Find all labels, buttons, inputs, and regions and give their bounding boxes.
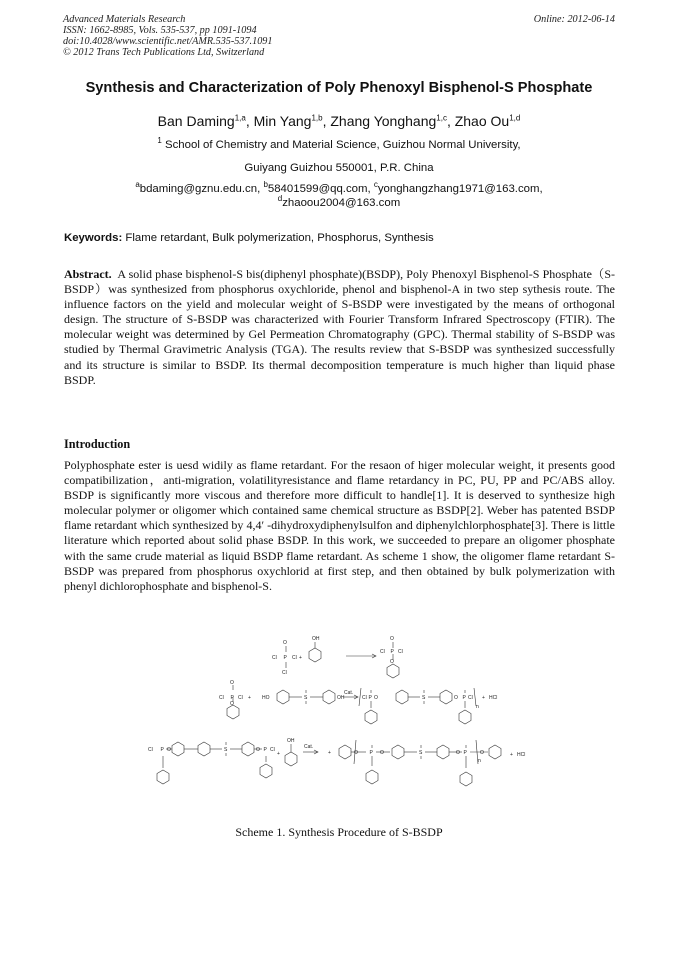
svg-text:O: O <box>374 695 378 701</box>
svg-text:O: O <box>230 680 234 686</box>
email-d: zhaoou2004@163.com <box>282 197 401 209</box>
author-name: Ban Daming <box>157 113 235 129</box>
svg-text:+: + <box>482 695 485 701</box>
journal-copyright: © 2012 Trans Tech Publications Ltd, Switzerland <box>63 47 265 58</box>
svg-text:O: O <box>380 750 384 756</box>
svg-text:P: P <box>369 750 373 756</box>
paper-title: Synthesis and Characterization of Poly Phenoxyl Bisphenol-S Phosphate <box>85 80 593 96</box>
online-date: Online: 2012-06-14 <box>533 14 615 25</box>
svg-text:O: O <box>354 750 358 756</box>
introduction-text: Polyphosphate ester is uesd widily as flame retardant. For the resaon of higer molecular weight, it presents good compatibilization，anti-migration, volatilityresistance and flame retardancy in PC, PU, PP and PC/ABS alloy. BSDP is significantly more viscous and therefore more difficult to handle[1]. It is deserved to synthesize high molecular polymer or oligomer which contained same chemical structure as BSDP[2]. Weber has patented BSDP flame retardant which synthesized by 4,4′ -dihydroxydiphenylsulfon and diphenylchlorphosphate[3]. There is little literature which reported about solid phase BSDP. In this work, we succeeded to prepare an oligomer phosphate with the same crude material as liquid BSDP flame retardant. As scheme 1 show, the oligomer flame retardant S-BSDP was prepared from phosphorus oxychlorid at first step, and then obtained by bulk polymerization with phenyl dichlorophosphate and bisphenol-S. <box>64 458 615 593</box>
svg-text:Cl: Cl <box>219 695 224 701</box>
svg-text:S: S <box>419 750 423 756</box>
svg-text:O: O <box>167 747 171 753</box>
svg-text:n: n <box>476 704 479 710</box>
author-name: Min Yang <box>253 113 312 129</box>
abstract-label: Abstract. <box>64 267 112 281</box>
affiliation-sup: 1 <box>157 136 162 146</box>
author-sup: 1,a <box>234 113 246 123</box>
svg-text:O: O <box>390 636 394 642</box>
keywords-label: Keywords: <box>64 232 123 244</box>
svg-text:O: O <box>230 701 234 707</box>
svg-text:Cl: Cl <box>398 649 403 655</box>
introduction-heading: Introduction <box>64 437 131 451</box>
journal-doi: doi:10.4028/www.scientific.net/AMR.535-537.1091 <box>63 36 273 47</box>
svg-text:P: P <box>368 695 372 701</box>
svg-text:Cl: Cl <box>270 747 275 753</box>
author-name: Zhang Yonghang <box>330 113 437 129</box>
svg-text:P: P <box>263 747 267 753</box>
svg-text:O: O <box>456 750 460 756</box>
svg-text:O: O <box>390 659 394 665</box>
svg-text:P: P <box>463 750 467 756</box>
author-sup: 1,b <box>311 113 323 123</box>
svg-text:OH: OH <box>287 738 295 744</box>
svg-text:n: n <box>478 758 481 764</box>
svg-text:+: + <box>277 751 280 757</box>
affiliation-line-1 <box>0 136 678 151</box>
scheme-labels <box>148 636 525 764</box>
keywords-text: Flame retardant, Bulk polymerization, Phosphorus, Synthesis <box>125 232 434 244</box>
svg-text:HO: HO <box>262 695 270 701</box>
svg-text:Cl: Cl <box>362 695 367 701</box>
svg-text:S: S <box>422 695 426 701</box>
svg-text:P: P <box>283 655 287 661</box>
affiliation-line-2: Guiyang Guizhou 550001, P.R. China <box>244 162 434 174</box>
email-b: 58401599@qq.com, <box>267 183 371 195</box>
keywords <box>64 232 616 244</box>
svg-text:S: S <box>304 695 308 701</box>
svg-text:OH: OH <box>337 695 345 701</box>
svg-text:P: P <box>160 747 164 753</box>
journal-issn: ISSN: 1662-8985, Vols. 535-537, pp 1091-1094 <box>63 25 257 36</box>
svg-text:O: O <box>480 750 484 756</box>
scheme-caption: Scheme 1. Synthesis Procedure of S-BSDP <box>235 825 443 839</box>
email-a: bdaming@gznu.edu.cn, <box>139 183 261 195</box>
svg-text:P: P <box>390 649 394 655</box>
svg-text:Cl: Cl <box>272 655 277 661</box>
svg-text:Cl: Cl <box>380 649 385 655</box>
svg-text:+: + <box>299 655 302 661</box>
author-sup: 1,c <box>436 113 447 123</box>
svg-text:HCl: HCl <box>517 752 526 758</box>
svg-text:Cl: Cl <box>148 747 153 753</box>
author-sup: 1,d <box>509 113 521 123</box>
author-list: Ban Daming$^{1,a}$, Min Yang$^{1,b}$, Zhang Yonghang$^{1,c}$, Zhao Ou$^{1,d}$ <box>157 113 521 129</box>
svg-text:Cl: Cl <box>282 670 287 676</box>
email-line-1: $^a$bdaming@gznu.edu.cn, $^b$58401599@qq.com, $^c$yonghangzhang1971@163.com, <box>135 180 543 195</box>
svg-text:+: + <box>510 752 513 758</box>
svg-text:Cat.: Cat. <box>344 690 354 696</box>
svg-text:P: P <box>230 695 234 701</box>
abstract-text: A solid phase bisphenol-S bis(diphenyl phosphate)(BSDP), Poly Phenoxyl Bisphenol-S Phosphate（S-BSDP）was synthesized from phosphorus oxychloride, phenol and bisphenol-A in two step sythesis route. The influence factors on the yield and molecular weight of S-BSDP were investigated by the means of orthogonal design. The structure of S-BSDP was characterized with Fourier Transform Infrared Spectroscopy (FTIR). The molecular weight was determined by Gel Permeation Chromatography (GPC). Thermal stability of S-BSDP was studied by Thermal Gravimetric Analysis (TGA). The results review that S-BSDP was synthesized successfully and its structure is similar to BSDP. Its thermal decomposition temperature is much higher than liquid phase BSDP. <box>64 267 615 387</box>
abstract <box>64 267 615 388</box>
svg-text:Cl: Cl <box>238 695 243 701</box>
svg-text:Cat.: Cat. <box>304 744 314 750</box>
svg-text:Cl: Cl <box>468 695 473 701</box>
author-name: Zhao Ou <box>454 113 510 129</box>
svg-text:OH: OH <box>312 636 320 642</box>
journal-header <box>63 14 615 58</box>
svg-text:O: O <box>256 747 260 753</box>
journal-name: Advanced Materials Research <box>63 14 186 25</box>
synthesis-scheme <box>140 628 560 818</box>
svg-text:+: + <box>248 695 251 701</box>
svg-text:O: O <box>454 695 458 701</box>
email-c: yonghangzhang1971@163.com, <box>377 183 543 195</box>
svg-text:+: + <box>328 750 331 756</box>
svg-text:O: O <box>283 640 287 646</box>
svg-text:Cl: Cl <box>292 655 297 661</box>
affiliation-text-1: School of Chemistry and Material Science, Guizhou Normal University, <box>165 139 521 151</box>
svg-text:HCl: HCl <box>489 695 498 701</box>
svg-text:S: S <box>224 747 228 753</box>
svg-text:P: P <box>462 695 466 701</box>
email-line-2: $^d$zhaoou2004@163.com <box>277 194 401 209</box>
